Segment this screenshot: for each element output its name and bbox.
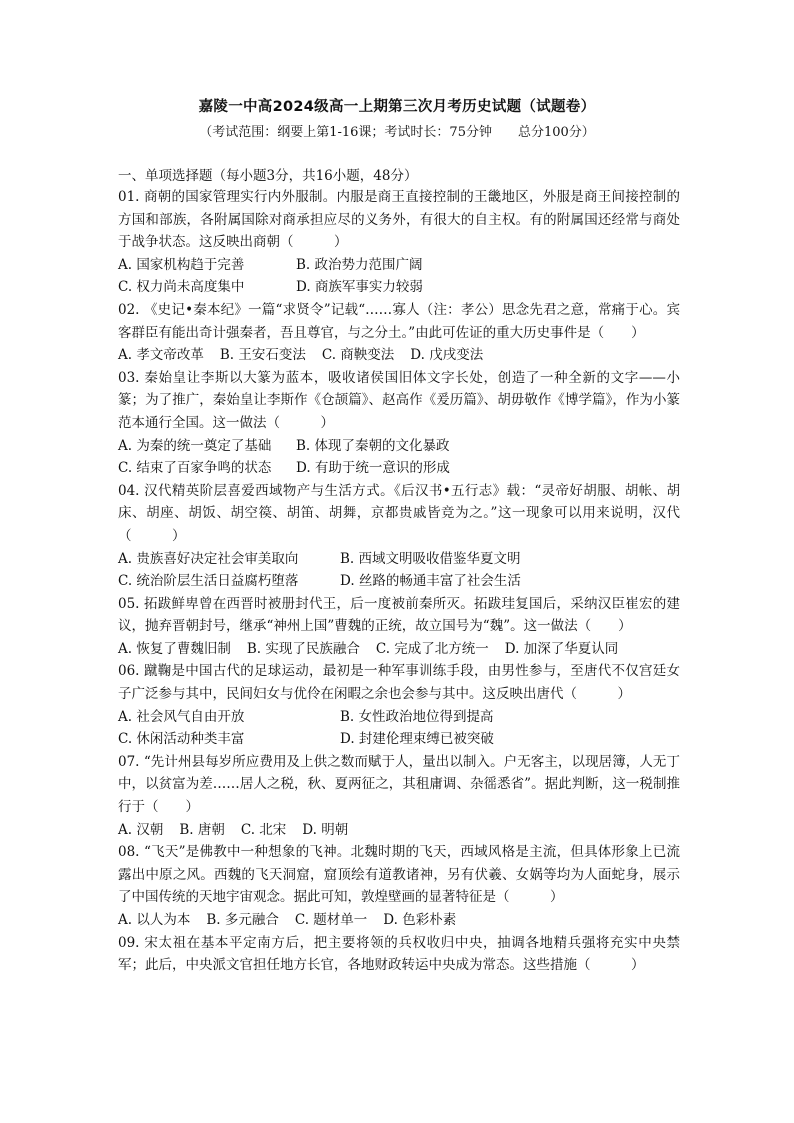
question-3 [118, 367, 680, 480]
question-stem: 05. 拓跋鲜卑曾在西晋时被册封代王，后一度被前秦所灭。拓跋珪复国后，采纳汉臣崔宏的建议，抛弃晋朝封号，继承“神州上国”曹魏的正统，故立国号为“魏”。这一做法（ ） [118, 595, 680, 635]
option-d[interactable]: D. 加深了华夏认同 [504, 640, 619, 657]
option-row [118, 728, 680, 751]
option-row [118, 548, 680, 571]
option-d[interactable]: D. 有助于统一意识的形成 [296, 460, 450, 477]
question-list [118, 186, 680, 977]
option-a[interactable]: A. 国家机构趋于完善 [118, 256, 245, 273]
option-a[interactable]: A. 孝文帝改革 [118, 347, 204, 364]
option-d[interactable]: D. 戊戌变法 [410, 347, 484, 364]
option-d[interactable]: D. 色彩朴素 [383, 912, 457, 928]
option-c[interactable]: C. 统治阶层生活日益腐朽堕落 [118, 573, 299, 590]
option-row [118, 819, 680, 842]
exam-subtitle: （考试范围：纲要上第1-16课；考试时长：75分钟 总分100分） [199, 125, 595, 140]
option-b[interactable]: B. 女性政治地位得到提高 [340, 708, 494, 725]
option-d[interactable]: D. 商族军事实力较弱 [296, 279, 423, 296]
option-row [118, 276, 680, 299]
option-c[interactable]: C. 权力尚未高度集中 [118, 279, 245, 296]
option-b[interactable]: B. 实现了民族融合 [246, 640, 360, 657]
option-d[interactable]: D. 明朝 [302, 821, 349, 838]
option-row [118, 909, 680, 932]
question-stem: 04. 汉代精英阶层喜爱西域物产与生活方式。《后汉书•五行志》载：“灵帝好胡服、胡帐、胡床、胡座、胡饭、胡空篌、胡笛、胡舞，京都贵戚皆竞为之。”这一现象可以用来说明，汉代（ ） [118, 482, 680, 544]
option-b[interactable]: B. 西域文明吸收借鉴华夏文明 [340, 550, 521, 567]
option-row [118, 344, 680, 367]
question-8 [118, 841, 680, 931]
option-row [118, 457, 680, 480]
option-d[interactable]: D. 封建伦理束缚已被突破 [340, 731, 494, 748]
question-2 [118, 299, 680, 367]
option-row [118, 638, 680, 661]
option-d[interactable]: D. 丝路的畅通丰富了社会生活 [340, 573, 521, 590]
option-c[interactable]: C. 北宋 [240, 821, 287, 838]
question-7 [118, 751, 680, 841]
question-stem: 02. 《史记•秦本纪》一篇“求贤令”记载“……寡人（注：孝公）思念先君之意，常痛于心。宾客群臣有能出奇计强秦者，吾且尊官，与之分土。”由此可佐证的重大历史事件是（ ） [118, 301, 680, 341]
question-stem: 08. “飞天”是佛教中一种想象的飞神。北魏时期的飞天，西域风格是主流，但具体形象上已流露出中原之风。西魏的飞天洞窟，窟顶绘有道教诸神，另有伏羲、女娲等均为人面蛇身，展示了中国传统的天地宇宙观念。据此可知，敦煌壁画的显著特征是（ ） [118, 844, 680, 906]
question-stem: 03. 秦始皇让李斯以大篆为蓝本，吸收诸侯国旧体文字长处，创造了一种全新的文字——小篆；为了推广，秦始皇让李斯作《仓颉篇》、赵高作《爰历篇》、胡毋敬作《博学篇》，作为小篆范本通行全国。这一做法（ ） [118, 369, 680, 431]
option-row [118, 570, 680, 593]
option-c[interactable]: C. 完成了北方统一 [375, 640, 489, 657]
question-4 [118, 480, 680, 593]
option-c[interactable]: C. 结束了百家争鸣的状态 [118, 460, 272, 477]
option-row [118, 254, 680, 277]
option-b[interactable]: B. 王安石变法 [219, 347, 306, 364]
option-a[interactable]: A. 恢复了曹魏旧制 [118, 640, 231, 657]
question-6 [118, 660, 680, 750]
option-b[interactable]: B. 唐朝 [179, 821, 225, 838]
question-stem: 09. 宋太祖在基本平定南方后，把主要将领的兵权收归中央，抽调各地精兵强将充实中央禁军；此后，中央派文官担任地方长官，各地财政转运中央成为常态。这些措施（ ） [118, 934, 680, 974]
option-row [118, 435, 680, 458]
option-c[interactable]: C. 休闲活动种类丰富 [118, 731, 245, 748]
option-a[interactable]: A. 社会风气自由开放 [118, 708, 245, 725]
option-a[interactable]: A. 为秦的统一奠定了基础 [118, 437, 272, 454]
option-b[interactable]: B. 体现了秦朝的文化暴政 [296, 437, 450, 454]
option-c[interactable]: C. 题材单一 [294, 912, 368, 928]
option-c[interactable]: C. 商鞅变法 [321, 347, 395, 364]
question-stem: 07. “先计州县每岁所应费用及上供之数而赋于人，量出以制入。户无客主，以现居簿，人无丁中，以贫富为差……居人之税，秋、夏两征之，其租庸调、杂徭悉省”。据此判断，这一税制推行于（ ） [118, 753, 680, 816]
option-row [118, 706, 680, 729]
question-1 [118, 186, 680, 299]
option-a[interactable]: A. 汉朝 [118, 821, 164, 838]
question-9 [118, 932, 680, 977]
option-b[interactable]: B. 政治势力范围广阔 [296, 256, 423, 273]
option-a[interactable]: A. 贵族喜好决定社会审美取向 [118, 550, 299, 567]
option-b[interactable]: B. 多元融合 [206, 912, 279, 928]
question-5 [118, 593, 680, 661]
section-heading: 一、单项选择题（每小题3分，共16小题，48分） [118, 168, 418, 184]
option-a[interactable]: A. 以人为本 [118, 912, 191, 928]
question-stem: 01. 商朝的国家管理实行内外服制。内服是商王直接控制的王畿地区，外服是商王间接控制的方国和部族，各附属国除对商承担应尽的义务外，有很大的自主权。有的附属国还经常与商处于战争状态。这反映出商朝（ ） [118, 189, 680, 251]
question-stem: 06. 蹴鞠是中国古代的足球运动，最初是一种军事训练手段，由男性参与，至唐代不仅宫廷女子广泛参与其中，民间妇女与优伶在闲暇之余也会参与其中。这反映出唐代（ ） [118, 663, 680, 703]
exam-title: 嘉陵一中高2024级高一上期第三次月考历史试题（试题卷） [198, 99, 596, 115]
